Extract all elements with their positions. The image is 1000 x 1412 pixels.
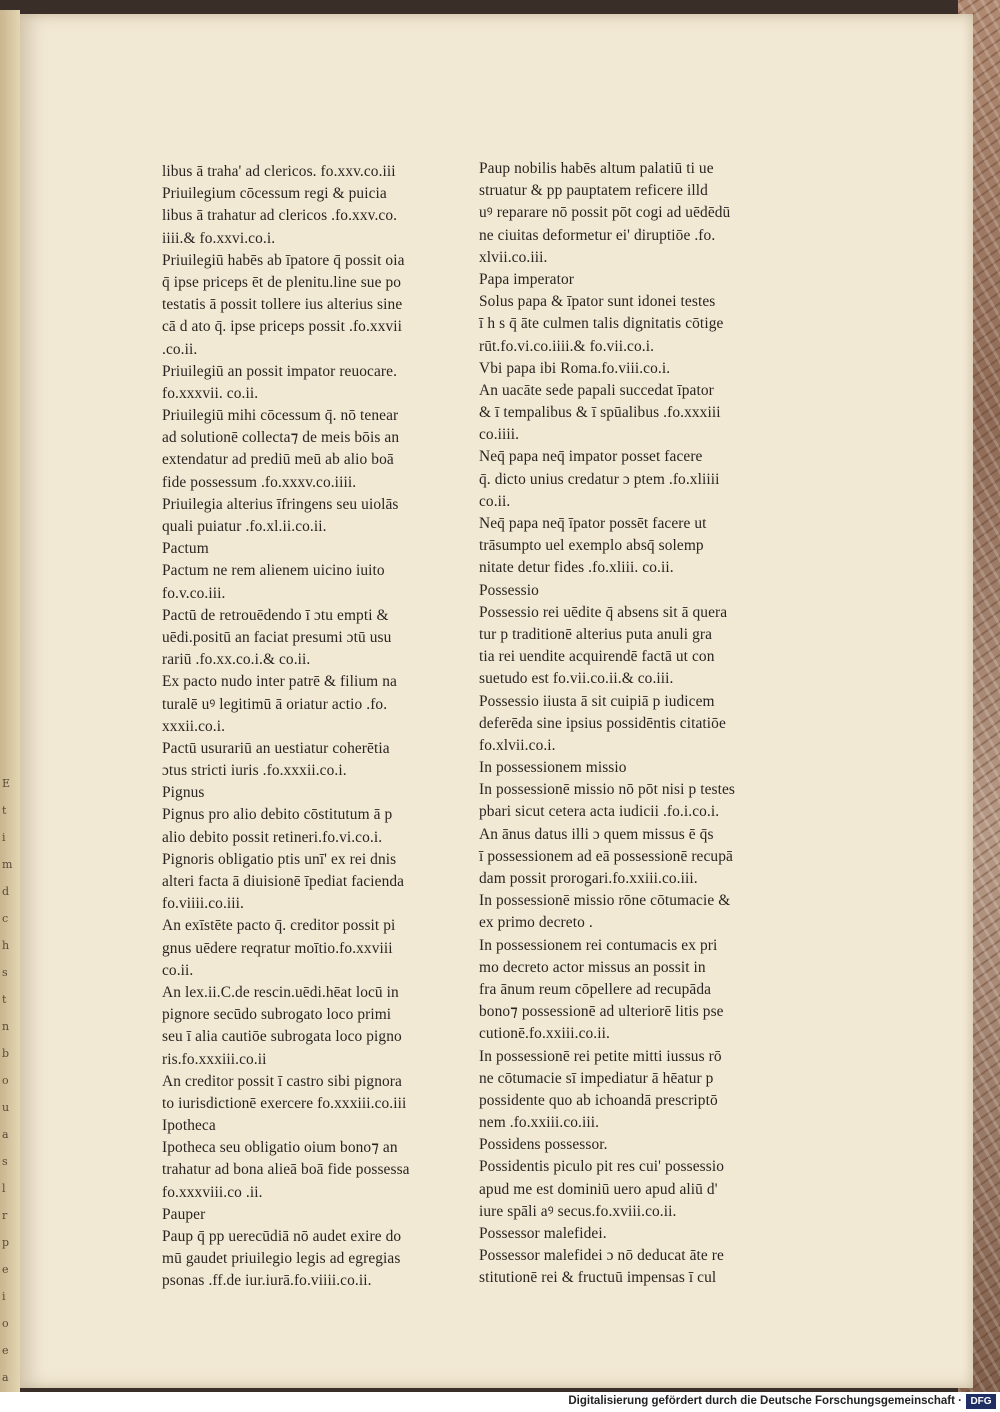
edge-fragment: i <box>2 831 6 844</box>
footer-bar <box>0 1392 1000 1412</box>
text-line: deferēda sine ipsius possidēntis citatiōe <box>479 714 726 732</box>
text-line: .co.ii. <box>162 340 198 358</box>
edge-fragment: l <box>2 1182 6 1195</box>
text-line: fo.xxxviii.co .ii. <box>162 1183 263 1201</box>
text-line: fo.xxxvii. co.ii. <box>162 384 259 402</box>
edge-fragment: o <box>2 1317 9 1330</box>
edge-fragment: p <box>2 1236 10 1249</box>
right-text-column <box>479 158 759 1290</box>
text-line: fo.viiii.co.iii. <box>162 895 244 913</box>
text-line: Priuilegiū an possit impator reuocare. <box>162 362 398 380</box>
text-line: In possessionem missio <box>479 759 627 777</box>
edge-fragment: e <box>2 1263 9 1276</box>
text-line: q̄. dicto unius credatur ɔ ptem .fo.xliiii <box>479 470 720 488</box>
text-line: Pactū usurariū an uestiatur coherētia <box>162 739 390 757</box>
text-line: trāsumpto uel exemplo absq̄ solemp <box>479 537 704 555</box>
edge-fragment: E <box>2 777 11 790</box>
text-line: rūt.fo.vi.co.iiii.& fo.vii.co.i. <box>479 337 655 355</box>
left-text-column <box>162 161 432 1293</box>
edge-fragment: r <box>2 1209 8 1222</box>
text-line: ɔtus stricti iuris .fo.xxxii.co.i. <box>162 762 347 780</box>
text-line: nem .fo.xxiii.co.iii. <box>479 1114 600 1132</box>
text-line: An exīstēte pacto q̄. creditor possit pi <box>162 917 396 935</box>
text-line: An lex.ii.C.de rescin.uēdi.hēat locū in <box>162 983 399 1001</box>
edge-fragment: t <box>2 993 7 1006</box>
text-line: struatur & pp pauptatem reficere illd <box>479 182 708 200</box>
text-line: Possessio rei uēdite q̄ absens sit ā quera <box>479 603 728 621</box>
text-line: Possessor malefidei ɔ nō deducat āte re <box>479 1247 724 1265</box>
text-line: dam possit prorogari.fo.xxiii.co.iii. <box>479 870 698 887</box>
edge-fragment: c <box>2 912 9 925</box>
text-line: Pignoris obligatio ptis unī' ex rei dnis <box>162 850 397 868</box>
text-line: iiii.& fo.xxvi.co.i. <box>162 229 276 247</box>
text-line: Papa imperator <box>479 270 574 288</box>
book-page <box>20 14 973 1388</box>
text-line: An ānus datus illi ɔ quem missus ē q̄s <box>479 825 714 843</box>
text-line: ne cōtumacie sī impediatur ā hēatur p <box>479 1069 714 1087</box>
text-line: rariū .fo.xx.co.i.& co.ii. <box>162 651 311 669</box>
text-line: Paup q̄ pp uerecūdiā nō audet exire do <box>162 1228 402 1245</box>
text-line: Ipotheca seu obligatio oium bono⁊ an <box>162 1139 398 1157</box>
text-line: extendatur ad prediū meū ab alio boā <box>162 451 394 469</box>
text-line: libus ā trahatur ad clericos .fo.xxv.co. <box>162 207 398 225</box>
edge-fragment: e <box>2 1344 9 1357</box>
text-line: Priuilegiū habēs ab īpatore q̄ possit oia <box>162 251 405 269</box>
text-line: alteri facta ā diuisionē īpediat facienda <box>162 873 405 890</box>
edge-fragment: o <box>2 1074 9 1087</box>
text-line: In possessionē rei petite mitti iussus rō <box>479 1047 722 1065</box>
text-line: Pactum <box>162 540 209 558</box>
text-line: libus ā traha' ad clericos. fo.xxv.co.iii <box>162 163 396 180</box>
text-line: uꝰ reparare nō possit pōt cogi ad uēdēdū <box>479 204 731 222</box>
text-line: & ī tempalibus & ī spūalibus .fo.xxxiii <box>479 404 721 422</box>
text-line: ad solutionē collecta⁊ de meis bōis an <box>162 429 400 447</box>
text-line: In possessionē missio rōne cōtumacie & <box>479 892 731 910</box>
text-line: alio debito possit retineri.fo.vi.co.i. <box>162 828 383 846</box>
text-line: ne ciuitas deformetur ei' diruptiōe .fo. <box>479 226 716 244</box>
facing-page-edge <box>0 10 20 1392</box>
text-line: possidente quo ab ichoandā prescriptō <box>479 1091 718 1109</box>
text-line: An creditor possit ī castro sibi pignora <box>162 1072 402 1090</box>
text-line: co.iiii. <box>479 426 520 444</box>
text-line: co.ii. <box>162 961 194 979</box>
edge-fragment: a <box>2 1128 9 1141</box>
text-line: An uacāte sede papali succedat īpator <box>479 381 714 399</box>
text-line: Neq̄ papa neq̄ impator posset facere <box>479 448 703 466</box>
edge-fragment: b <box>2 1047 10 1060</box>
edge-fragment: n <box>2 1020 10 1033</box>
text-line: Priuilegia alterius īfringens seu uiolās <box>162 495 399 513</box>
text-line: apud me est dominiū uero apud aliū d' <box>479 1180 718 1198</box>
text-line: seu ī alia cautiōe subrogata loco pigno <box>162 1028 402 1046</box>
text-line: iure spāli aꝰ secus.fo.xviii.co.ii. <box>479 1202 677 1220</box>
text-line: Possessio <box>479 581 539 599</box>
text-line: Solus papa & īpator sunt idonei testes <box>479 293 716 311</box>
text-line: fra ānum reum cōpellere ad recupāda <box>479 980 712 998</box>
text-line: ris.fo.xxxiii.co.ii <box>162 1050 267 1068</box>
text-line: tia rei uendite acquirendē factā ut con <box>479 648 715 666</box>
facing-page-text-fragments <box>2 770 16 1391</box>
text-line: Pauper <box>162 1205 206 1223</box>
text-line: stitutionē rei & fructuū impensas ī cul <box>479 1269 717 1287</box>
edge-fragment: i <box>2 1290 6 1303</box>
text-line: psonas .ff.de iur.iurā.fo.viiii.co.ii. <box>162 1272 372 1290</box>
text-line: In possessionē missio nō pōt nisi p testes <box>479 781 736 799</box>
text-line: Possessio iiusta ā sit cuipiā p iudicem <box>479 692 715 710</box>
text-line: Possessor malefidei. <box>479 1225 607 1242</box>
text-line: Vbi papa ibi Roma.fo.viii.co.i. <box>479 359 671 377</box>
text-line: Pactū de retrouēdendo ī ɔtu empti & <box>162 606 389 624</box>
text-line: Neq̄ papa neq̄ īpator possēt facere ut <box>479 515 707 532</box>
text-line: Possidens possessor. <box>479 1136 608 1154</box>
text-line: Pignus pro alio debito cōstitutum ā p <box>162 806 393 824</box>
edge-fragment: u <box>2 1101 10 1114</box>
text-line: mū gaudet priuilegio legis ad egregias <box>162 1250 401 1268</box>
funding-credit: Digitalisierung gefördert durch die Deutsche Forschungsgemeinschaft · <box>568 1395 962 1407</box>
edge-fragment: s <box>2 966 8 979</box>
text-line: ex primo decreto . <box>479 914 593 932</box>
text-line: gnus uēdere reqratur moītio.fo.xxviii <box>162 939 393 957</box>
text-line: fo.xlvii.co.i. <box>479 736 556 754</box>
dfg-logo: DFG <box>966 1394 996 1409</box>
edge-fragment: a <box>2 1371 9 1384</box>
text-line: pbari sicut cetera acta iudicii .fo.i.co.i. <box>479 803 720 821</box>
text-line: bono⁊ possessionē ad ulteriorē litis pse <box>479 1003 724 1021</box>
edge-fragment: t <box>2 804 7 817</box>
text-line: to iurisdictionē exercere fo.xxxiii.co.iii <box>162 1094 407 1112</box>
text-line: mo decreto actor missus an possit in <box>479 958 706 976</box>
text-line: nitate detur fides .fo.xliii. co.ii. <box>479 559 674 577</box>
text-line: uēdi.positū an faciat presumi ɔtū usu <box>162 628 392 646</box>
text-line: pignore secūdo subrogato loco primi <box>162 1006 392 1024</box>
text-line: Ex pacto nudo inter patrē & filium na <box>162 673 397 691</box>
text-line: xxxii.co.i. <box>162 717 226 735</box>
text-line: q̄ ipse priceps ēt de plenitu.line sue po <box>162 273 402 291</box>
edge-fragment: m <box>2 858 13 871</box>
text-line: trahatur ad bona alieā boā fide possessa <box>162 1161 410 1179</box>
text-line: Pignus <box>162 784 205 802</box>
text-line: quali puiatur .fo.xl.ii.co.ii. <box>162 518 327 535</box>
text-line: Priuilegium cōcessum regi & puicia <box>162 185 387 203</box>
text-line: testatis ā possit tollere ius alterius sine <box>162 296 403 314</box>
text-line: Pactum ne rem alienem uicino iuito <box>162 562 385 580</box>
text-line: suetudo est fo.vii.co.ii.& co.iii. <box>479 670 674 688</box>
text-line: In possessionem rei contumacis ex pri <box>479 936 718 954</box>
text-line: Possidentis piculo pit res cui' possessio <box>479 1158 724 1176</box>
text-line: fide possessum .fo.xxxv.co.iiii. <box>162 473 357 491</box>
text-line: ī possessionem ad eā possessionē recupā <box>479 847 733 865</box>
edge-fragment: s <box>2 1155 8 1168</box>
text-line: Ipotheca <box>162 1117 216 1135</box>
text-line: turalē uꝰ legitimū ā oriatur actio .fo. <box>162 695 388 713</box>
text-line: Priuilegiū mihi cōcessum q̄. nō tenear <box>162 407 399 425</box>
text-line: fo.v.co.iii. <box>162 584 226 602</box>
text-line: Paup nobilis habēs altum palatiū ti ue <box>479 160 714 177</box>
edge-fragment: h <box>2 939 10 952</box>
text-line: tur p traditionē alterius puta anuli gra <box>479 625 713 643</box>
text-line: ī h s q̄ āte culmen talis dignitatis cōtige <box>479 315 724 333</box>
text-line: cutionē.fo.xxiii.co.ii. <box>479 1025 610 1043</box>
text-line: xlvii.co.iii. <box>479 248 548 266</box>
text-line: co.ii. <box>479 492 511 510</box>
text-line: cā d ato q̄. ipse priceps possit .fo.xxvii <box>162 318 403 336</box>
edge-fragment: d <box>2 885 10 898</box>
